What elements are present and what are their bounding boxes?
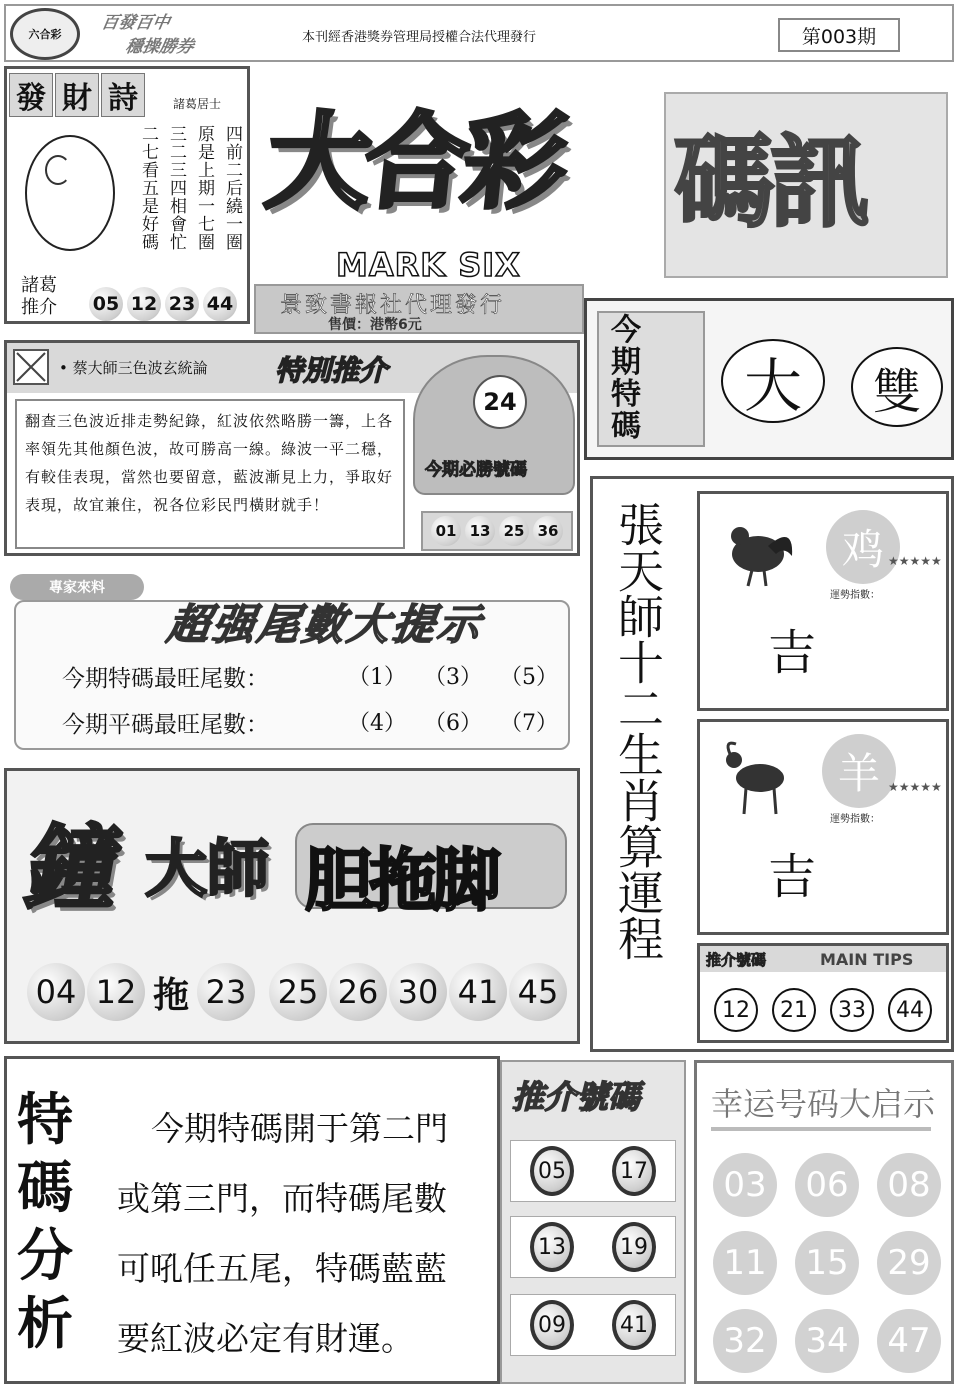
tips-en: MAIN TIPS bbox=[820, 950, 914, 969]
number-ball: 19 bbox=[612, 1222, 656, 1272]
close-box-icon bbox=[13, 349, 49, 385]
number-ball: 17 bbox=[612, 1146, 656, 1196]
zodiac-result: 吉 bbox=[768, 625, 817, 681]
publisher-text: 景致書報社代理發行 bbox=[280, 293, 506, 318]
number-ball: 45 bbox=[509, 963, 567, 1021]
poem-column: 原是上期一七圈 bbox=[194, 125, 214, 251]
tail-value: （5） bbox=[500, 665, 558, 690]
poem-illustration bbox=[25, 135, 115, 251]
luck-label: 運勢指數： bbox=[830, 590, 880, 601]
goat-icon bbox=[716, 736, 796, 818]
zhong-title-b: 大師 bbox=[145, 832, 270, 905]
zhong-title-c: 胆拖脚 bbox=[305, 842, 498, 921]
number-circle: 12 bbox=[714, 988, 758, 1032]
slogan-line2: 穩操勝券 bbox=[123, 37, 196, 57]
lucky-ball: 47 bbox=[877, 1309, 941, 1373]
number-ball: 30 bbox=[389, 963, 447, 1021]
poem-verses bbox=[137, 125, 243, 251]
rooster-icon bbox=[718, 516, 798, 588]
analysis-title-char: 碼 bbox=[17, 1156, 73, 1221]
tail-row1-label: 今期特碼最旺尾數： bbox=[62, 666, 269, 692]
tail-row1-values bbox=[348, 660, 558, 691]
zodiac-result: 吉 bbox=[768, 849, 817, 905]
lucky-ball: 11 bbox=[713, 1231, 777, 1295]
logo-seal bbox=[10, 8, 80, 60]
cai-text: 翻查三色波近排走勢紀錄，紅波依然略勝一籌，上各率領先其他顏色波，故可勝高一線。綠波一平二穩，有較佳表現，當然也要留意，藍波漸見上力，爭取好表現，故宜兼住，祝各位彩民門橫財就手！ bbox=[15, 399, 405, 549]
poem-column: 四前二后繞一圈 bbox=[222, 125, 242, 251]
special-recommend-badge: 特別推介 bbox=[275, 354, 388, 387]
special-code-panel bbox=[584, 298, 954, 460]
number-ball: 36 bbox=[533, 516, 563, 546]
cai-panel bbox=[4, 340, 580, 556]
tail-value: （7） bbox=[500, 711, 558, 736]
number-ball: 12 bbox=[127, 287, 161, 321]
zodiac-card bbox=[697, 491, 949, 711]
zodiac-panel bbox=[590, 476, 954, 1052]
lucky-ball: 15 bbox=[795, 1231, 859, 1295]
main-tips-box bbox=[697, 943, 949, 1043]
poem-rec-label bbox=[21, 275, 57, 319]
tail-row2-values bbox=[348, 706, 558, 737]
lucky-panel bbox=[694, 1060, 954, 1384]
must-win-numbers bbox=[421, 511, 573, 551]
zodiac-animal-badge: 鸡 bbox=[826, 510, 900, 584]
zodiac-vertical-title: 張天師十二生肖算運程 bbox=[611, 501, 665, 961]
zodiac-card bbox=[697, 719, 949, 935]
tail-value: （3） bbox=[424, 665, 482, 690]
publisher-band bbox=[254, 284, 584, 334]
poem-author: 諸葛居士 bbox=[173, 97, 222, 111]
number-circle: 44 bbox=[888, 988, 932, 1032]
recommend-row bbox=[510, 1294, 676, 1356]
special-label-char: 特 bbox=[611, 377, 641, 412]
star-icon: ★★★★★ bbox=[888, 780, 942, 794]
number-ball: 13 bbox=[530, 1222, 574, 1272]
number-ball: 12 bbox=[87, 963, 145, 1021]
special-big-circle: 大 bbox=[721, 339, 825, 423]
poem-title-char: 財 bbox=[55, 73, 99, 117]
number-ball: 41 bbox=[612, 1300, 656, 1350]
must-win-label: 今期必勝號碼 bbox=[425, 460, 527, 480]
poem-title-char: 發 bbox=[9, 73, 53, 117]
number-circle: 33 bbox=[830, 988, 874, 1032]
lucky-ball: 32 bbox=[713, 1309, 777, 1373]
lucky-ball: 06 bbox=[795, 1153, 859, 1217]
tail-row2-label: 今期平碼最旺尾數： bbox=[62, 712, 269, 738]
tow-label: 拖 bbox=[152, 974, 189, 1016]
number-ball: 26 bbox=[329, 963, 387, 1021]
number-ball: 23 bbox=[197, 963, 255, 1021]
must-win-badge bbox=[413, 355, 575, 495]
poem-rec-label-1: 諸葛 bbox=[21, 275, 57, 296]
masthead bbox=[254, 66, 954, 298]
number-ball: 41 bbox=[449, 963, 507, 1021]
special-code-label bbox=[611, 315, 649, 443]
number-ball: 05 bbox=[530, 1146, 574, 1196]
number-ball: 04 bbox=[27, 963, 85, 1021]
number-ball: 25 bbox=[269, 963, 327, 1021]
logo-text: 六合彩 bbox=[28, 28, 62, 41]
lucky-ball: 29 bbox=[877, 1231, 941, 1295]
lucky-title: 幸运号码大启示 bbox=[711, 1085, 936, 1123]
must-win-number: 24 bbox=[473, 375, 527, 429]
poem-column: 三二三四相會忙 bbox=[166, 125, 186, 251]
poem-title-char: 詩 bbox=[101, 73, 145, 117]
recommend-panel bbox=[500, 1060, 686, 1384]
tail-value: （6） bbox=[424, 711, 482, 736]
issue-number: 第003期 bbox=[778, 18, 900, 52]
analysis-title-char: 析 bbox=[17, 1292, 73, 1357]
lucky-ball: 34 bbox=[795, 1309, 859, 1373]
number-ball: 44 bbox=[203, 287, 237, 321]
lucky-grid bbox=[713, 1153, 943, 1373]
tail-title: 超强尾數大提示 bbox=[164, 600, 487, 649]
number-ball: 09 bbox=[530, 1300, 574, 1350]
special-label-char: 期 bbox=[611, 345, 641, 380]
analysis-title-char: 特 bbox=[17, 1088, 73, 1153]
lucky-ball: 03 bbox=[713, 1153, 777, 1217]
zodiac-animal-badge: 羊 bbox=[822, 734, 896, 808]
number-circle: 21 bbox=[772, 988, 816, 1032]
number-ball: 01 bbox=[431, 516, 461, 546]
tail-panel bbox=[4, 566, 580, 758]
poem-panel bbox=[4, 66, 250, 324]
tips-numbers bbox=[714, 988, 932, 1032]
analysis-title bbox=[17, 1089, 77, 1357]
analysis-line: 要紅波必定有財運。 bbox=[117, 1319, 414, 1358]
star-icon: ★★★★★ bbox=[888, 554, 942, 568]
tail-value: （1） bbox=[348, 665, 406, 690]
price-text: 售價：港幣6元 bbox=[328, 317, 422, 333]
recommend-title: 推介號碼 bbox=[512, 1078, 641, 1116]
poem-title bbox=[9, 73, 145, 117]
tail-value: （4） bbox=[348, 711, 406, 736]
poem-numbers bbox=[89, 287, 237, 321]
masthead-title: 大合彩 bbox=[260, 101, 568, 223]
analysis-line: 今期特碼開于第二門 bbox=[151, 1109, 448, 1148]
special-label-char: 今 bbox=[611, 313, 641, 348]
recommend-row bbox=[510, 1140, 676, 1202]
analysis-line: 可吼任五尾，特碼藍藍 bbox=[117, 1249, 447, 1288]
analysis-panel bbox=[4, 1056, 500, 1384]
recommend-row bbox=[510, 1216, 676, 1278]
zhong-numbers bbox=[27, 963, 567, 1021]
slogan-line1: 百發百中 bbox=[99, 13, 172, 33]
special-double-circle: 雙 bbox=[851, 347, 943, 427]
special-label-char: 碼 bbox=[611, 409, 641, 444]
analysis-title-char: 分 bbox=[17, 1224, 73, 1289]
poem-rec-label-2: 推介 bbox=[21, 297, 57, 318]
zhong-panel bbox=[4, 768, 580, 1044]
luck-label: 運勢指數： bbox=[830, 814, 880, 825]
number-ball: 13 bbox=[465, 516, 495, 546]
header-bar bbox=[4, 4, 954, 62]
mark-six-label: MARK SIX bbox=[336, 246, 521, 284]
lucky-ball: 08 bbox=[877, 1153, 941, 1217]
masthead-side-title: 碼訊 bbox=[674, 124, 866, 241]
expert-tag: 專家來料 bbox=[10, 574, 144, 600]
license-notice: 本刊經香港獎券管理局授權合法代理發行 bbox=[302, 30, 537, 45]
number-ball: 23 bbox=[165, 287, 199, 321]
zhong-title-a: 鐘 bbox=[18, 815, 130, 922]
tips-label: 推介號碼 bbox=[706, 951, 767, 969]
number-ball: 25 bbox=[499, 516, 529, 546]
analysis-line: 或第三門，而特碼尾數 bbox=[117, 1179, 447, 1218]
number-ball: 05 bbox=[89, 287, 123, 321]
poem-column: 二七看五是好碼 bbox=[138, 125, 158, 251]
cai-heading: • 蔡大師三色波玄統論 bbox=[59, 359, 208, 377]
